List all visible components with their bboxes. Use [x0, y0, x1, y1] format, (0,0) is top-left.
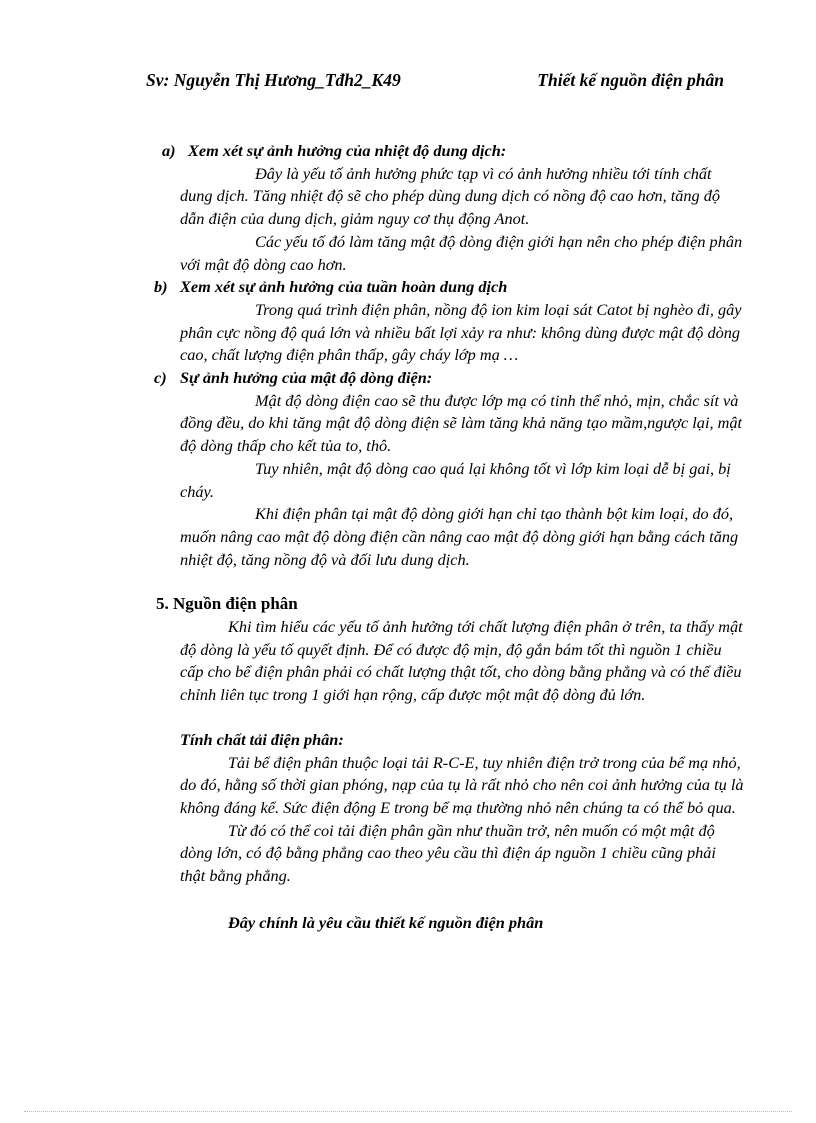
subsection-b-heading	[154, 276, 744, 299]
subsection-a-heading	[154, 140, 744, 163]
subsection-a-marker: a)	[162, 141, 176, 160]
subsection-a-title: Xem xét sự ảnh hưởng của nhiệt độ dung dịch:	[188, 141, 507, 160]
header-author: Sv: Nguyễn Thị Hương_Tđh2_K49	[146, 70, 401, 90]
load-properties-heading: Tính chất tải điện phân:	[180, 729, 344, 749]
subsection-a-paragraph: Các yếu tố đó làm tăng mật độ dòng điện giới hạn nên cho phép điện phân với mật độ dòng cao hơn.	[180, 231, 743, 274]
section-5-paragraph: Khi tìm hiểu các yếu tố ảnh hưởng tới chất lượng điện phân ở trên, ta thấy mật độ dòng là yếu tố quyết định. Để có được độ mịn, độ gắn bám tốt thì nguồn 1 chiều cấp cho bể điện phân phải có chất lượng thật tốt, cho dòng bằng phẳng và có thể điều chỉnh liên tục trong 1 giới hạn rộng, cấp được một mật độ dòng đủ lớn.	[180, 617, 743, 705]
subsection-c-paragraph: Mật độ dòng điện cao sẽ thu được lớp mạ có tinh thể nhỏ, mịn, chắc sít và đồng đều, do khi tăng mật độ dòng điện sẽ làm tăng khả năng tạo mầm,ngược lại, mật độ dòng thấp cho kết tủa to, thô.	[180, 390, 743, 456]
subsection-c-paragraph: Tuy nhiên, mật độ dòng cao quá lại không tốt vì lớp kim loại dễ bị gai, bị cháy.	[180, 458, 731, 501]
subsection-b-marker: b)	[154, 277, 168, 297]
subsection-c-heading	[154, 367, 744, 390]
subsection-c-marker: c)	[154, 368, 167, 388]
document-body	[154, 140, 744, 935]
subsection-b-title: Xem xét sự ảnh hưởng của tuần hoàn dung dịch	[180, 277, 508, 297]
subsection-c-title: Sự ảnh hưởng của mật độ dòng điện:	[180, 368, 433, 388]
subsection-b-paragraph: Trong quá trình điện phân, nồng độ ion kim loại sát Catot bị nghèo đi, gây phân cực nồng độ quá lớn và nhiều bất lợi xảy ra như: không dùng được mật độ dòng cao, chất lượng điện phân thấp, gây cháy lớp mạ …	[180, 299, 742, 365]
page-bottom-border	[24, 1111, 792, 1112]
header-title: Thiết kế nguồn điện phân	[537, 70, 724, 90]
subsection-c-paragraph: Khi điện phân tại mật độ dòng giới hạn chỉ tạo thành bột kim loại, do đó, muốn nâng cao mật độ dòng điện cần nâng cao mật độ dòng giới hạn bằng cách tăng nhiệt độ, tăng nồng độ và đối lưu dung dịch.	[180, 504, 739, 569]
page-header	[146, 70, 724, 91]
load-properties-paragraph: Từ đó có thể coi tải điện phân gần như thuần trở, nên muốn có một mật độ dòng lớn, có độ bằng phẳng cao theo yêu cầu thì điện áp nguồn 1 chiều cũng phải thật bằng phẳng.	[180, 820, 716, 886]
section-5-heading: 5. Nguồn điện phân	[156, 594, 298, 614]
subsection-a-paragraph: Đây là yếu tố ảnh hưởng phức tạp vì có ảnh hưởng nhiều tới tính chất dung dịch. Tăng nhiệt độ sẽ cho phép dùng dung dịch có nồng độ cao hơn, tăng độ dẫn điện của dung dịch, giảm nguy cơ thụ động Anot.	[180, 163, 721, 229]
closing-statement: Đây chính là yêu cầu thiết kế nguồn điện phân	[228, 912, 544, 932]
load-properties-paragraph: Tải bể điện phân thuộc loại tải R-C-E, tuy nhiên điện trở trong của bể mạ nhỏ, do đó, hằng số thời gian phóng, nạp của tụ là rất nhỏ cho nên coi ảnh hưởng của tụ là không đáng kể. Sức điện động E trong bể mạ thường nhỏ nên chúng ta có thể bỏ qua.	[180, 752, 744, 817]
